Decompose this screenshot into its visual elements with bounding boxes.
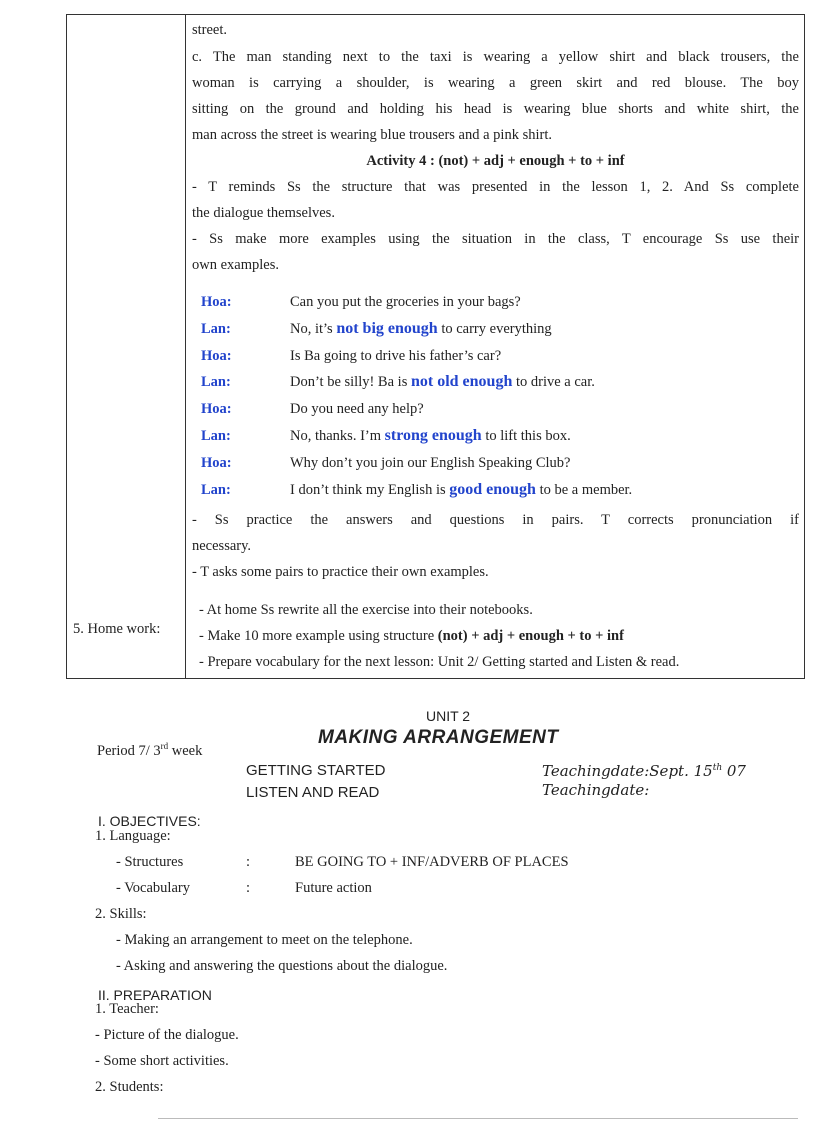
dialogue-line <box>290 292 521 312</box>
dialogue-line <box>290 399 424 419</box>
dialogue-text: No, thanks. I’m <box>290 428 385 444</box>
colon: : <box>246 880 251 896</box>
teaching-date-2: Teachingdate: <box>542 781 650 799</box>
teaching-date-1: Teachingdate:Sept. 15th 07 <box>542 762 746 780</box>
dialogue-speaker: Lan: <box>201 320 231 337</box>
dialogue-highlight: not old enough <box>410 373 513 391</box>
skill-item: - Asking and answering the questions about the dialogue. <box>116 958 448 974</box>
dialogue-text: No, it’s <box>290 320 337 337</box>
dialogue-line <box>290 346 501 366</box>
dialogue-speaker: Lan: <box>201 374 231 391</box>
homework-item-text: - At home Ss rewrite all the exercise into their notebooks. <box>199 602 533 618</box>
text-line: man across the street is wearing blue trousers and a pink shirt. <box>192 127 552 143</box>
dialogue-speaker: Hoa: <box>201 401 232 418</box>
text-line: - Ss practice the answers and questions in pairs. T corrects pronunciation if <box>192 512 799 528</box>
dialogue-text: to lift this box. <box>481 428 571 444</box>
teacher-heading: 1. Teacher: <box>95 1001 159 1017</box>
dialogue-speaker: Hoa: <box>201 454 232 471</box>
dialogue-text: Don’t be silly! Ba is <box>290 374 411 391</box>
dialogue-line <box>290 372 595 392</box>
colon: : <box>246 854 251 870</box>
text-line: - T reminds Ss the structure that was presented in the lesson 1, 2. And Ss complete <box>192 179 799 195</box>
homework-label: 5. Home work: <box>73 621 161 637</box>
dialogue-text: Is Ba going to drive his father’s car? <box>290 347 502 364</box>
dialogue-line <box>290 426 571 446</box>
dialogue-text: Can you put the groceries in your bags? <box>290 294 521 310</box>
dialogue-line <box>290 453 570 473</box>
objectives-heading: I. OBJECTIVES: <box>98 813 201 829</box>
text-line: sitting on the ground and holding his head is wearing blue shorts and white shirt, the <box>192 101 799 117</box>
dialogue-speaker: Hoa: <box>201 347 232 364</box>
text-line: c. The man standing next to the taxi is wearing a yellow shirt and black trousers, the <box>192 49 799 65</box>
homework-item-text: - Make 10 more example using structure <box>199 628 438 644</box>
structures-label: - Structures <box>116 854 184 870</box>
vocabulary-value: Future action <box>295 880 372 896</box>
dialogue-text: Do you need any help? <box>290 401 424 418</box>
dialogue-text: to carry everything <box>437 320 552 337</box>
students-heading: 2. Students: <box>95 1079 164 1095</box>
text-line: - Ss make more examples using the situation in the class, T encourage Ss use their <box>192 231 799 247</box>
text-line: the dialogue themselves. <box>192 205 335 221</box>
text-line: own examples. <box>192 257 279 273</box>
text-line: street. <box>192 22 228 38</box>
prep-item: - Picture of the dialogue. <box>95 1027 239 1043</box>
dialogue-text: to drive a car. <box>512 374 595 391</box>
unit-label: UNIT 2 <box>426 708 471 724</box>
homework-item <box>199 652 679 672</box>
dialogue-speaker: Lan: <box>201 428 231 444</box>
dialogue-highlight: good enough <box>449 480 536 498</box>
dialogue-speaker: Hoa: <box>201 294 232 310</box>
subtitle-listen-read: LISTEN AND READ <box>246 784 380 801</box>
column-divider <box>185 15 186 678</box>
homework-item <box>199 600 533 620</box>
dialogue-text: to be a member. <box>535 481 633 498</box>
text-line: - T asks some pairs to practice their own examples. <box>192 564 489 580</box>
homework-item-text: - Prepare vocabulary for the next lesson: Unit 2/ Getting started and Listen & read. <box>199 654 680 670</box>
dialogue-speaker: Lan: <box>201 481 231 498</box>
structures-value: BE GOING TO + INF/ADVERB OF PLACES <box>295 854 569 870</box>
vocabulary-label: - Vocabulary <box>116 880 190 896</box>
footer-rule <box>158 1118 798 1119</box>
dialogue-text: Why don’t you join our English Speaking Club? <box>290 454 571 471</box>
skill-item: - Making an arrangement to meet on the telephone. <box>116 932 413 948</box>
dialogue-line <box>290 480 632 500</box>
dialogue-highlight: not big enough <box>336 319 438 337</box>
period-label: Period 7/ 3rd week <box>97 741 203 759</box>
activity-4-heading: Activity 4 : (not) + adj + enough + to + inf <box>366 153 625 169</box>
preparation-heading: II. PREPARATION <box>98 987 212 1003</box>
skills-heading: 2. Skills: <box>95 906 147 922</box>
language-heading: 1. Language: <box>95 828 171 844</box>
prep-item: - Some short activities. <box>95 1053 229 1069</box>
lesson-table <box>66 14 805 679</box>
homework-item <box>199 626 624 646</box>
text-line: woman is carrying a shoulder, is wearing a green skirt and red blouse. The boy <box>192 75 799 91</box>
subtitle-getting-started: GETTING STARTED <box>246 762 386 779</box>
text-line: necessary. <box>192 538 252 554</box>
dialogue-highlight: strong enough <box>384 427 482 444</box>
dialogue-text: I don’t think my English is <box>290 481 450 498</box>
lesson-title: MAKING ARRANGEMENT <box>318 727 559 748</box>
dialogue-line <box>290 319 552 339</box>
homework-structure: (not) + adj + enough + to + inf <box>437 628 624 644</box>
